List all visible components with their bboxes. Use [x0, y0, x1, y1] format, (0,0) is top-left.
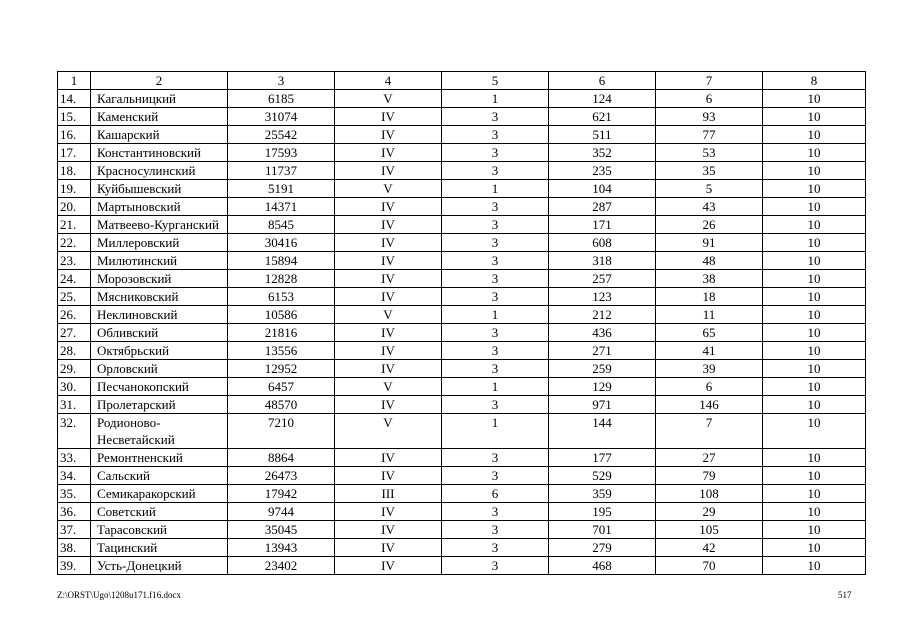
value-6-cell: 701: [549, 521, 656, 539]
table-header-row: [58, 72, 866, 90]
coefficient-cell: 1: [442, 414, 549, 449]
district-name-cell: Константиновский: [91, 144, 228, 162]
population-cell: 48570: [228, 396, 335, 414]
coefficient-cell: 3: [442, 252, 549, 270]
coefficient-cell: 3: [442, 216, 549, 234]
population-cell: 25542: [228, 126, 335, 144]
category-cell: IV: [335, 396, 442, 414]
row-number-cell: 36.: [58, 503, 91, 521]
value-7-cell: 48: [656, 252, 763, 270]
table-row: [58, 539, 866, 557]
coefficient-cell: 3: [442, 144, 549, 162]
value-6-cell: 468: [549, 557, 656, 575]
value-7-cell: 65: [656, 324, 763, 342]
district-name-cell: Морозовский: [91, 270, 228, 288]
district-name-cell: Куйбышевский: [91, 180, 228, 198]
population-cell: 10586: [228, 306, 335, 324]
category-cell: IV: [335, 126, 442, 144]
district-name-cell: Мартыновский: [91, 198, 228, 216]
value-7-cell: 27: [656, 449, 763, 467]
coefficient-cell: 3: [442, 108, 549, 126]
district-name-cell: Кагальницкий: [91, 90, 228, 108]
value-6-cell: 529: [549, 467, 656, 485]
row-number-cell: 25.: [58, 288, 91, 306]
value-6-cell: 287: [549, 198, 656, 216]
population-cell: 26473: [228, 467, 335, 485]
category-cell: IV: [335, 449, 442, 467]
value-6-cell: 195: [549, 503, 656, 521]
table-row: [58, 144, 866, 162]
value-6-cell: 271: [549, 342, 656, 360]
coefficient-cell: 3: [442, 396, 549, 414]
table-row: [58, 234, 866, 252]
value-8-cell: 10: [763, 198, 866, 216]
value-8-cell: 10: [763, 414, 866, 449]
district-name-cell: Миллеровский: [91, 234, 228, 252]
population-cell: 8864: [228, 449, 335, 467]
table-row: [58, 414, 866, 449]
category-cell: IV: [335, 252, 442, 270]
coefficient-cell: 3: [442, 324, 549, 342]
district-name-cell: Сальский: [91, 467, 228, 485]
value-7-cell: 29: [656, 503, 763, 521]
value-7-cell: 41: [656, 342, 763, 360]
population-cell: 9744: [228, 503, 335, 521]
coefficient-cell: 3: [442, 234, 549, 252]
population-cell: 13943: [228, 539, 335, 557]
population-cell: 31074: [228, 108, 335, 126]
table-row: [58, 306, 866, 324]
value-6-cell: 318: [549, 252, 656, 270]
coefficient-cell: 3: [442, 539, 549, 557]
header-cell: 5: [442, 72, 549, 90]
value-7-cell: 146: [656, 396, 763, 414]
coefficient-cell: 3: [442, 162, 549, 180]
value-7-cell: 43: [656, 198, 763, 216]
value-8-cell: 10: [763, 144, 866, 162]
value-6-cell: 124: [549, 90, 656, 108]
header-cell: 4: [335, 72, 442, 90]
value-6-cell: 436: [549, 324, 656, 342]
population-cell: 6185: [228, 90, 335, 108]
population-cell: 30416: [228, 234, 335, 252]
value-8-cell: 10: [763, 126, 866, 144]
row-number-cell: 33.: [58, 449, 91, 467]
coefficient-cell: 1: [442, 378, 549, 396]
table-row: [58, 216, 866, 234]
population-cell: 7210: [228, 414, 335, 449]
table-row: [58, 126, 866, 144]
district-name-cell: Семикаракорский: [91, 485, 228, 503]
district-name-cell: Советский: [91, 503, 228, 521]
district-name-cell: Пролетарский: [91, 396, 228, 414]
value-8-cell: 10: [763, 234, 866, 252]
value-7-cell: 77: [656, 126, 763, 144]
district-name-cell: Тацинский: [91, 539, 228, 557]
row-number-cell: 17.: [58, 144, 91, 162]
header-cell: 6: [549, 72, 656, 90]
value-8-cell: 10: [763, 306, 866, 324]
coefficient-cell: 3: [442, 342, 549, 360]
value-6-cell: 212: [549, 306, 656, 324]
district-name-cell: Песчанокопский: [91, 378, 228, 396]
category-cell: IV: [335, 198, 442, 216]
row-number-cell: 18.: [58, 162, 91, 180]
value-6-cell: 352: [549, 144, 656, 162]
value-8-cell: 10: [763, 342, 866, 360]
value-8-cell: 10: [763, 539, 866, 557]
population-cell: 8545: [228, 216, 335, 234]
district-name-cell: Усть-Донецкий: [91, 557, 228, 575]
footer-page-number: 517: [838, 590, 852, 600]
coefficient-cell: 3: [442, 521, 549, 539]
value-8-cell: 10: [763, 324, 866, 342]
row-number-cell: 23.: [58, 252, 91, 270]
table-row: [58, 288, 866, 306]
category-cell: V: [335, 306, 442, 324]
value-8-cell: 10: [763, 90, 866, 108]
value-7-cell: 93: [656, 108, 763, 126]
district-name-cell: Родионово-Несветайский: [91, 414, 228, 449]
category-cell: IV: [335, 521, 442, 539]
coefficient-cell: 1: [442, 306, 549, 324]
row-number-cell: 15.: [58, 108, 91, 126]
table-row: [58, 378, 866, 396]
value-8-cell: 10: [763, 270, 866, 288]
row-number-cell: 34.: [58, 467, 91, 485]
district-name-cell: Орловский: [91, 360, 228, 378]
category-cell: V: [335, 90, 442, 108]
value-7-cell: 91: [656, 234, 763, 252]
row-number-cell: 26.: [58, 306, 91, 324]
value-7-cell: 6: [656, 90, 763, 108]
value-7-cell: 38: [656, 270, 763, 288]
row-number-cell: 14.: [58, 90, 91, 108]
category-cell: IV: [335, 108, 442, 126]
category-cell: IV: [335, 467, 442, 485]
district-name-cell: Обливский: [91, 324, 228, 342]
table-row: [58, 503, 866, 521]
table-row: [58, 449, 866, 467]
value-8-cell: 10: [763, 360, 866, 378]
value-8-cell: 10: [763, 108, 866, 126]
row-number-cell: 28.: [58, 342, 91, 360]
row-number-cell: 37.: [58, 521, 91, 539]
population-cell: 14371: [228, 198, 335, 216]
value-8-cell: 10: [763, 521, 866, 539]
population-cell: 6153: [228, 288, 335, 306]
table-row: [58, 467, 866, 485]
coefficient-cell: 3: [442, 126, 549, 144]
district-name-cell: Матвеево-Курганский: [91, 216, 228, 234]
coefficient-cell: 3: [442, 360, 549, 378]
row-number-cell: 21.: [58, 216, 91, 234]
value-7-cell: 53: [656, 144, 763, 162]
value-6-cell: 171: [549, 216, 656, 234]
district-name-cell: Каменский: [91, 108, 228, 126]
category-cell: IV: [335, 342, 442, 360]
population-cell: 12952: [228, 360, 335, 378]
row-number-cell: 29.: [58, 360, 91, 378]
category-cell: IV: [335, 144, 442, 162]
value-6-cell: 359: [549, 485, 656, 503]
table-row: [58, 342, 866, 360]
table-row: [58, 270, 866, 288]
value-7-cell: 7: [656, 414, 763, 449]
value-8-cell: 10: [763, 162, 866, 180]
category-cell: IV: [335, 162, 442, 180]
district-name-cell: Ремонтненский: [91, 449, 228, 467]
value-6-cell: 259: [549, 360, 656, 378]
value-8-cell: 10: [763, 378, 866, 396]
value-8-cell: 10: [763, 216, 866, 234]
category-cell: IV: [335, 288, 442, 306]
header-cell: 7: [656, 72, 763, 90]
coefficient-cell: 3: [442, 288, 549, 306]
category-cell: IV: [335, 503, 442, 521]
value-7-cell: 11: [656, 306, 763, 324]
coefficient-cell: 3: [442, 198, 549, 216]
value-8-cell: 10: [763, 180, 866, 198]
header-cell: 3: [228, 72, 335, 90]
row-number-cell: 32.: [58, 414, 91, 449]
value-6-cell: 129: [549, 378, 656, 396]
districts-table: [57, 71, 866, 575]
coefficient-cell: 1: [442, 180, 549, 198]
table-row: [58, 90, 866, 108]
district-name-cell: Тарасовский: [91, 521, 228, 539]
value-6-cell: 279: [549, 539, 656, 557]
category-cell: IV: [335, 539, 442, 557]
district-name-cell: Красносулинский: [91, 162, 228, 180]
category-cell: III: [335, 485, 442, 503]
value-7-cell: 42: [656, 539, 763, 557]
value-7-cell: 6: [656, 378, 763, 396]
table-row: [58, 360, 866, 378]
value-6-cell: 971: [549, 396, 656, 414]
category-cell: V: [335, 378, 442, 396]
coefficient-cell: 3: [442, 449, 549, 467]
value-8-cell: 10: [763, 485, 866, 503]
row-number-cell: 38.: [58, 539, 91, 557]
population-cell: 35045: [228, 521, 335, 539]
table-body: [58, 72, 866, 575]
district-name-cell: Кашарский: [91, 126, 228, 144]
value-6-cell: 511: [549, 126, 656, 144]
value-6-cell: 621: [549, 108, 656, 126]
value-7-cell: 26: [656, 216, 763, 234]
population-cell: 17593: [228, 144, 335, 162]
table-row: [58, 108, 866, 126]
table-row: [58, 485, 866, 503]
value-6-cell: 144: [549, 414, 656, 449]
value-8-cell: 10: [763, 449, 866, 467]
footer-file-path: Z:\ORST\Ugo\1208u171.f16.docx: [57, 590, 181, 600]
header-cell: 8: [763, 72, 866, 90]
table-row: [58, 180, 866, 198]
value-8-cell: 10: [763, 396, 866, 414]
header-cell: 1: [58, 72, 91, 90]
table-row: [58, 396, 866, 414]
row-number-cell: 22.: [58, 234, 91, 252]
category-cell: V: [335, 414, 442, 449]
value-7-cell: 35: [656, 162, 763, 180]
population-cell: 21816: [228, 324, 335, 342]
value-8-cell: 10: [763, 288, 866, 306]
coefficient-cell: 3: [442, 557, 549, 575]
value-7-cell: 18: [656, 288, 763, 306]
header-cell: 2: [91, 72, 228, 90]
row-number-cell: 31.: [58, 396, 91, 414]
population-cell: 23402: [228, 557, 335, 575]
population-cell: 5191: [228, 180, 335, 198]
row-number-cell: 20.: [58, 198, 91, 216]
value-8-cell: 10: [763, 252, 866, 270]
row-number-cell: 27.: [58, 324, 91, 342]
table-row: [58, 521, 866, 539]
district-name-cell: Октябрьский: [91, 342, 228, 360]
row-number-cell: 24.: [58, 270, 91, 288]
value-6-cell: 123: [549, 288, 656, 306]
value-6-cell: 104: [549, 180, 656, 198]
value-6-cell: 257: [549, 270, 656, 288]
category-cell: IV: [335, 324, 442, 342]
category-cell: V: [335, 180, 442, 198]
value-7-cell: 79: [656, 467, 763, 485]
value-7-cell: 5: [656, 180, 763, 198]
population-cell: 6457: [228, 378, 335, 396]
table-row: [58, 252, 866, 270]
value-7-cell: 105: [656, 521, 763, 539]
population-cell: 15894: [228, 252, 335, 270]
row-number-cell: 16.: [58, 126, 91, 144]
district-name-cell: Мясниковский: [91, 288, 228, 306]
value-8-cell: 10: [763, 557, 866, 575]
population-cell: 12828: [228, 270, 335, 288]
category-cell: IV: [335, 360, 442, 378]
value-8-cell: 10: [763, 503, 866, 521]
coefficient-cell: 3: [442, 503, 549, 521]
row-number-cell: 30.: [58, 378, 91, 396]
table-row: [58, 162, 866, 180]
category-cell: IV: [335, 234, 442, 252]
category-cell: IV: [335, 557, 442, 575]
table-row: [58, 324, 866, 342]
population-cell: 17942: [228, 485, 335, 503]
value-7-cell: 70: [656, 557, 763, 575]
value-8-cell: 10: [763, 467, 866, 485]
population-cell: 13556: [228, 342, 335, 360]
value-7-cell: 108: [656, 485, 763, 503]
table-row: [58, 557, 866, 575]
coefficient-cell: 6: [442, 485, 549, 503]
value-6-cell: 608: [549, 234, 656, 252]
category-cell: IV: [335, 216, 442, 234]
district-name-cell: Милютинский: [91, 252, 228, 270]
coefficient-cell: 1: [442, 90, 549, 108]
value-6-cell: 177: [549, 449, 656, 467]
value-6-cell: 235: [549, 162, 656, 180]
row-number-cell: 19.: [58, 180, 91, 198]
category-cell: IV: [335, 270, 442, 288]
table-row: [58, 198, 866, 216]
coefficient-cell: 3: [442, 467, 549, 485]
district-name-cell: Неклиновский: [91, 306, 228, 324]
value-7-cell: 39: [656, 360, 763, 378]
row-number-cell: 35.: [58, 485, 91, 503]
coefficient-cell: 3: [442, 270, 549, 288]
population-cell: 11737: [228, 162, 335, 180]
row-number-cell: 39.: [58, 557, 91, 575]
